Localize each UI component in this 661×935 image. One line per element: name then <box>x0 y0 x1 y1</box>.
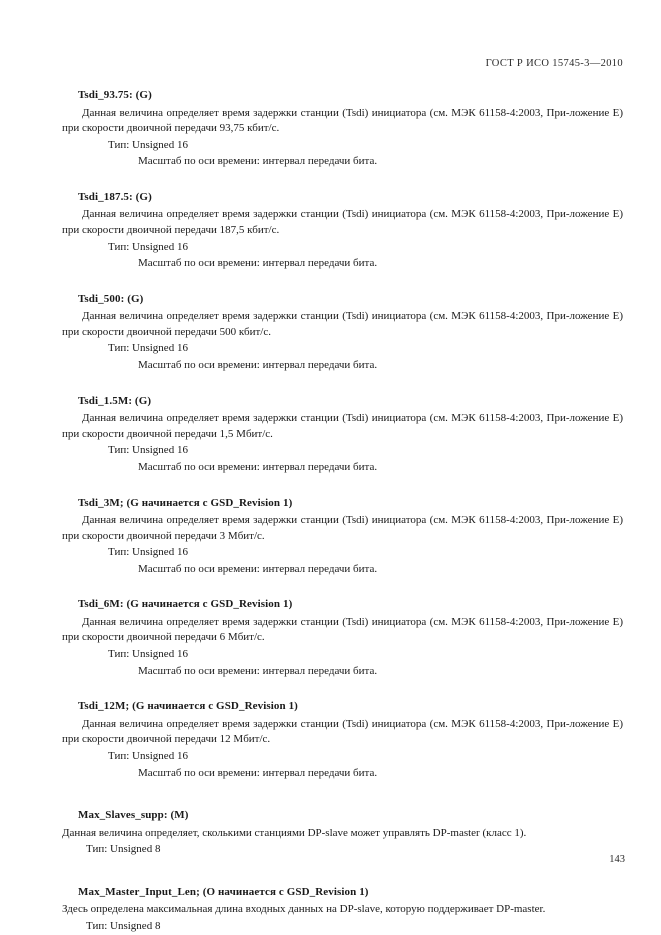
entry-datatype: Тип: Unsigned 16 <box>108 546 188 559</box>
entry-scale-note: Масштаб по оси времени: интервал передачи бита. <box>138 460 378 473</box>
entry-datatype: Тип: Unsigned 16 <box>108 444 188 457</box>
entry-datatype: Тип: Unsigned 16 <box>108 648 188 661</box>
entry-datatype: Тип: Unsigned 16 <box>108 342 188 355</box>
entry-description: Данная величина определяет время задержки станции (Tsdi) инициатора (см. МЭК 61158-4:2003, При-ложение Е) при скорости двоичной передачи 6 Мбит/с. <box>62 615 623 644</box>
page-body-content <box>62 88 623 935</box>
entry-description: Данная величина определяет время задержки станции (Tsdi) инициатора (см. МЭК 61158-4:2003, При-ложение Е) при скорости двоичной передачи 1,5 Мбит/с. <box>62 412 623 440</box>
entry-scale-note: Масштаб по оси времени: интервал передачи бита. <box>138 766 378 779</box>
entry-description: Здесь определена максимальная длина входных данных на DP-slave, которую поддерживает DP-master. <box>62 903 546 916</box>
entry-description: Данная величина определяет время задержки станции (Tsdi) инициатора (см. МЭК 61158-4:2003, При-ложение Е) при скорости двоичной передачи 187,5 кбит/с. <box>62 208 623 236</box>
entry-title: Tsdi_1.5M: (G) <box>78 394 152 407</box>
entry-title: Tsdi_500: (G) <box>78 292 144 305</box>
definition-entry <box>62 496 623 578</box>
entry-title: Tsdi_187.5: (G) <box>78 190 152 203</box>
definition-entry <box>62 88 623 170</box>
entry-datatype: Тип: Unsigned 8 <box>86 843 161 856</box>
definition-entry <box>62 699 623 781</box>
entry-title: Tsdi_12M; (G начинается с GSD_Revision 1) <box>78 700 298 713</box>
entry-scale-note: Масштаб по оси времени: интервал передачи бита. <box>138 562 378 575</box>
entry-scale-note: Масштаб по оси времени: интервал передачи бита. <box>138 359 378 372</box>
entry-scale-note: Масштаб по оси времени: интервал передачи бита. <box>138 155 378 168</box>
definition-entry <box>62 597 623 679</box>
entry-datatype: Тип: Unsigned 16 <box>108 138 188 151</box>
entry-scale-note: Масштаб по оси времени: интервал передачи бита. <box>138 257 378 270</box>
entry-title: Tsdi_3M; (G начинается с GSD_Revision 1) <box>78 496 293 509</box>
definition-entry <box>62 292 623 374</box>
entry-title: Max_Slaves_supp: (M) <box>78 809 189 822</box>
definition-entry <box>62 808 623 858</box>
entry-description: Данная величина определяет время задержки станции (Tsdi) инициатора (см. МЭК 61158-4:2003, При-ложение Е) при скорости двоичной передачи 3 Мбит/с. <box>62 514 623 542</box>
definition-entry <box>62 394 623 476</box>
entry-title: Tsdi_93.75: (G) <box>78 89 152 101</box>
entry-description: Данная величина определяет время задержки станции (Tsdi) инициатора (см. МЭК 61158-4:2003, При-ложение Е) при скорости двоичной передачи 500 кбит/с. <box>62 310 623 338</box>
definition-entry <box>62 190 623 272</box>
running-header-standard-title: ГОСТ Р ИСО 15745-3—2010 <box>485 58 623 69</box>
entry-title: Max_Master_Input_Len; (О начинается с GSD_Revision 1) <box>78 885 369 898</box>
entry-datatype: Тип: Unsigned 16 <box>108 749 188 762</box>
entry-datatype: Тип: Unsigned 16 <box>108 240 188 253</box>
entry-datatype: Тип: Unsigned 8 <box>86 919 161 932</box>
entry-description: Данная величина определяет, сколькими станциями DP-slave может управлять DP-master (класс 1). <box>62 826 527 839</box>
entry-title: Tsdi_6M: (G начинается с GSD_Revision 1) <box>78 598 293 611</box>
definition-entry <box>62 885 623 935</box>
entry-scale-note: Масштаб по оси времени: интервал передачи бита. <box>138 664 378 677</box>
page-number: 143 <box>609 854 625 865</box>
entry-description: Данная величина определяет время задержки станции (Tsdi) инициатора (см. МЭК 61158-4:2003, При-ложение Е) при скорости двоичной передачи 93,75 кбит/с. <box>62 106 623 135</box>
entry-description: Данная величина определяет время задержки станции (Tsdi) инициатора (см. МЭК 61158-4:2003, При-ложение Е) при скорости двоичной передачи 12 Мбит/с. <box>62 717 623 746</box>
